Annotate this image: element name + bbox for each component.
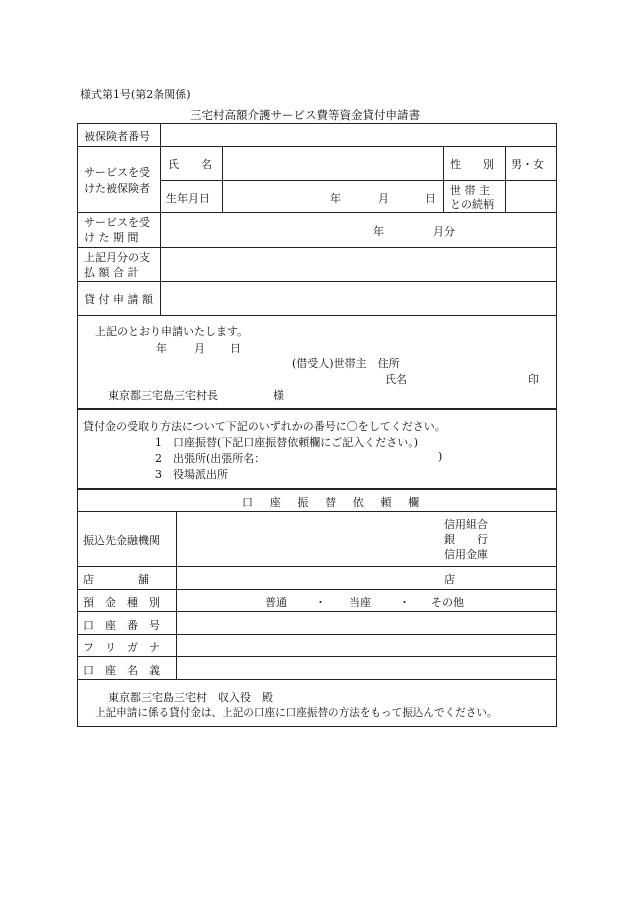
application-date-day: 日 (230, 342, 241, 355)
deposit-type-separator: ・ (399, 596, 410, 609)
bank-type-bank[interactable]: 銀 行 (444, 533, 488, 546)
bank-type-credit-union[interactable]: 信用組合 (444, 518, 488, 531)
bank-label: 振込先金融機関 (83, 534, 160, 547)
birthdate-month-unit: 月 (378, 192, 389, 205)
application-date-year: 年 (156, 342, 167, 355)
receipt-instruction: 貸付金の受取り方法について下記のいずれかの番号に〇をしてください。 (83, 420, 446, 433)
birthdate-day-unit: 日 (425, 192, 436, 205)
payment-total-field[interactable] (162, 249, 554, 279)
receipt-option-2-close: ) (438, 450, 443, 463)
household-relation-field[interactable] (507, 182, 555, 210)
addressee-honorific: 様 (273, 389, 284, 402)
household-label-line2: との続柄 (450, 198, 494, 211)
deposit-type-separator: ・ (315, 596, 326, 609)
account-name-label: 口 座 名 義 (83, 664, 160, 677)
form-number: 様式第1号(第2条関係) (80, 88, 191, 101)
recipient-label-line1: サービスを受 (84, 166, 150, 179)
household-label-line1: 世 帯 主 (450, 184, 490, 197)
recipient-label-line2: けた被保険者 (84, 182, 150, 195)
footer-statement: 上記申請に係る貸付金は、上記の口座に口座振替の方法をもって振込んでください。 (95, 707, 498, 719)
furigana-label: フ リ ガ ナ (83, 641, 160, 654)
birthdate-year-unit: 年 (330, 192, 341, 205)
borrower-name-label: 氏名 (385, 373, 407, 386)
deposit-type-other[interactable]: その他 (431, 596, 464, 609)
addressee: 東京都三宅島三宅村長 (108, 389, 218, 402)
name-field[interactable] (224, 148, 441, 178)
payment-label-line2: 払 額 合 計 (84, 266, 139, 279)
account-name-field[interactable] (178, 658, 554, 677)
receipt-option-2[interactable]: 2 出張所(出張所名： (155, 452, 266, 465)
deposit-type-current[interactable]: 当座 (349, 596, 371, 609)
furigana-field[interactable] (178, 636, 554, 654)
account-number-field[interactable] (178, 613, 554, 632)
branch-label: 店 舗 (83, 573, 149, 586)
insured-number-field[interactable] (162, 125, 554, 144)
seal-mark: 印 (528, 373, 539, 386)
birthdate-label: 生年月日 (166, 192, 210, 205)
transfer-header: 口 座 振 替 依 頼 欄 (242, 496, 426, 509)
loan-amount-field[interactable] (162, 283, 554, 313)
bank-type-shinkin[interactable]: 信用金庫 (444, 548, 488, 561)
deposit-type-label: 預 金 種 別 (83, 596, 160, 609)
receipt-option-1[interactable]: 1 口座振替(下記口座振替依頼欄にご記入ください。) (155, 436, 419, 449)
application-date-month: 月 (194, 342, 205, 355)
account-number-label: 口 座 番 号 (83, 619, 160, 632)
loan-amount-label: 貸 付 申 請 額 (84, 293, 153, 306)
receipt-option-3[interactable]: 3 役場派出所 (155, 468, 228, 481)
application-statement: 上記のとおり申請いたします。 (95, 325, 249, 338)
period-label-line2: け た 期 間 (84, 231, 139, 244)
payment-label-line1: 上記月分の支 (84, 251, 150, 264)
period-month-unit: 月分 (433, 225, 455, 238)
insured-number-label: 被保険者番号 (84, 130, 150, 143)
page-title: 三宅村高額介護サービス費等資金貸付申請書 (190, 108, 420, 122)
gender-value[interactable]: 男・女 (511, 158, 544, 171)
footer-addressee: 東京都三宅島三宅村 収入役 殿 (108, 691, 273, 704)
period-label-line1: サービスを受 (84, 216, 150, 229)
deposit-type-ordinary[interactable]: 普通 (265, 596, 287, 609)
branch-suffix: 店 (444, 573, 455, 586)
period-year-unit: 年 (373, 225, 384, 238)
name-label: 氏 名 (168, 158, 212, 171)
borrower-address-label: (借受人)世帯主 住所 (292, 357, 400, 370)
gender-label: 性 別 (450, 158, 494, 171)
